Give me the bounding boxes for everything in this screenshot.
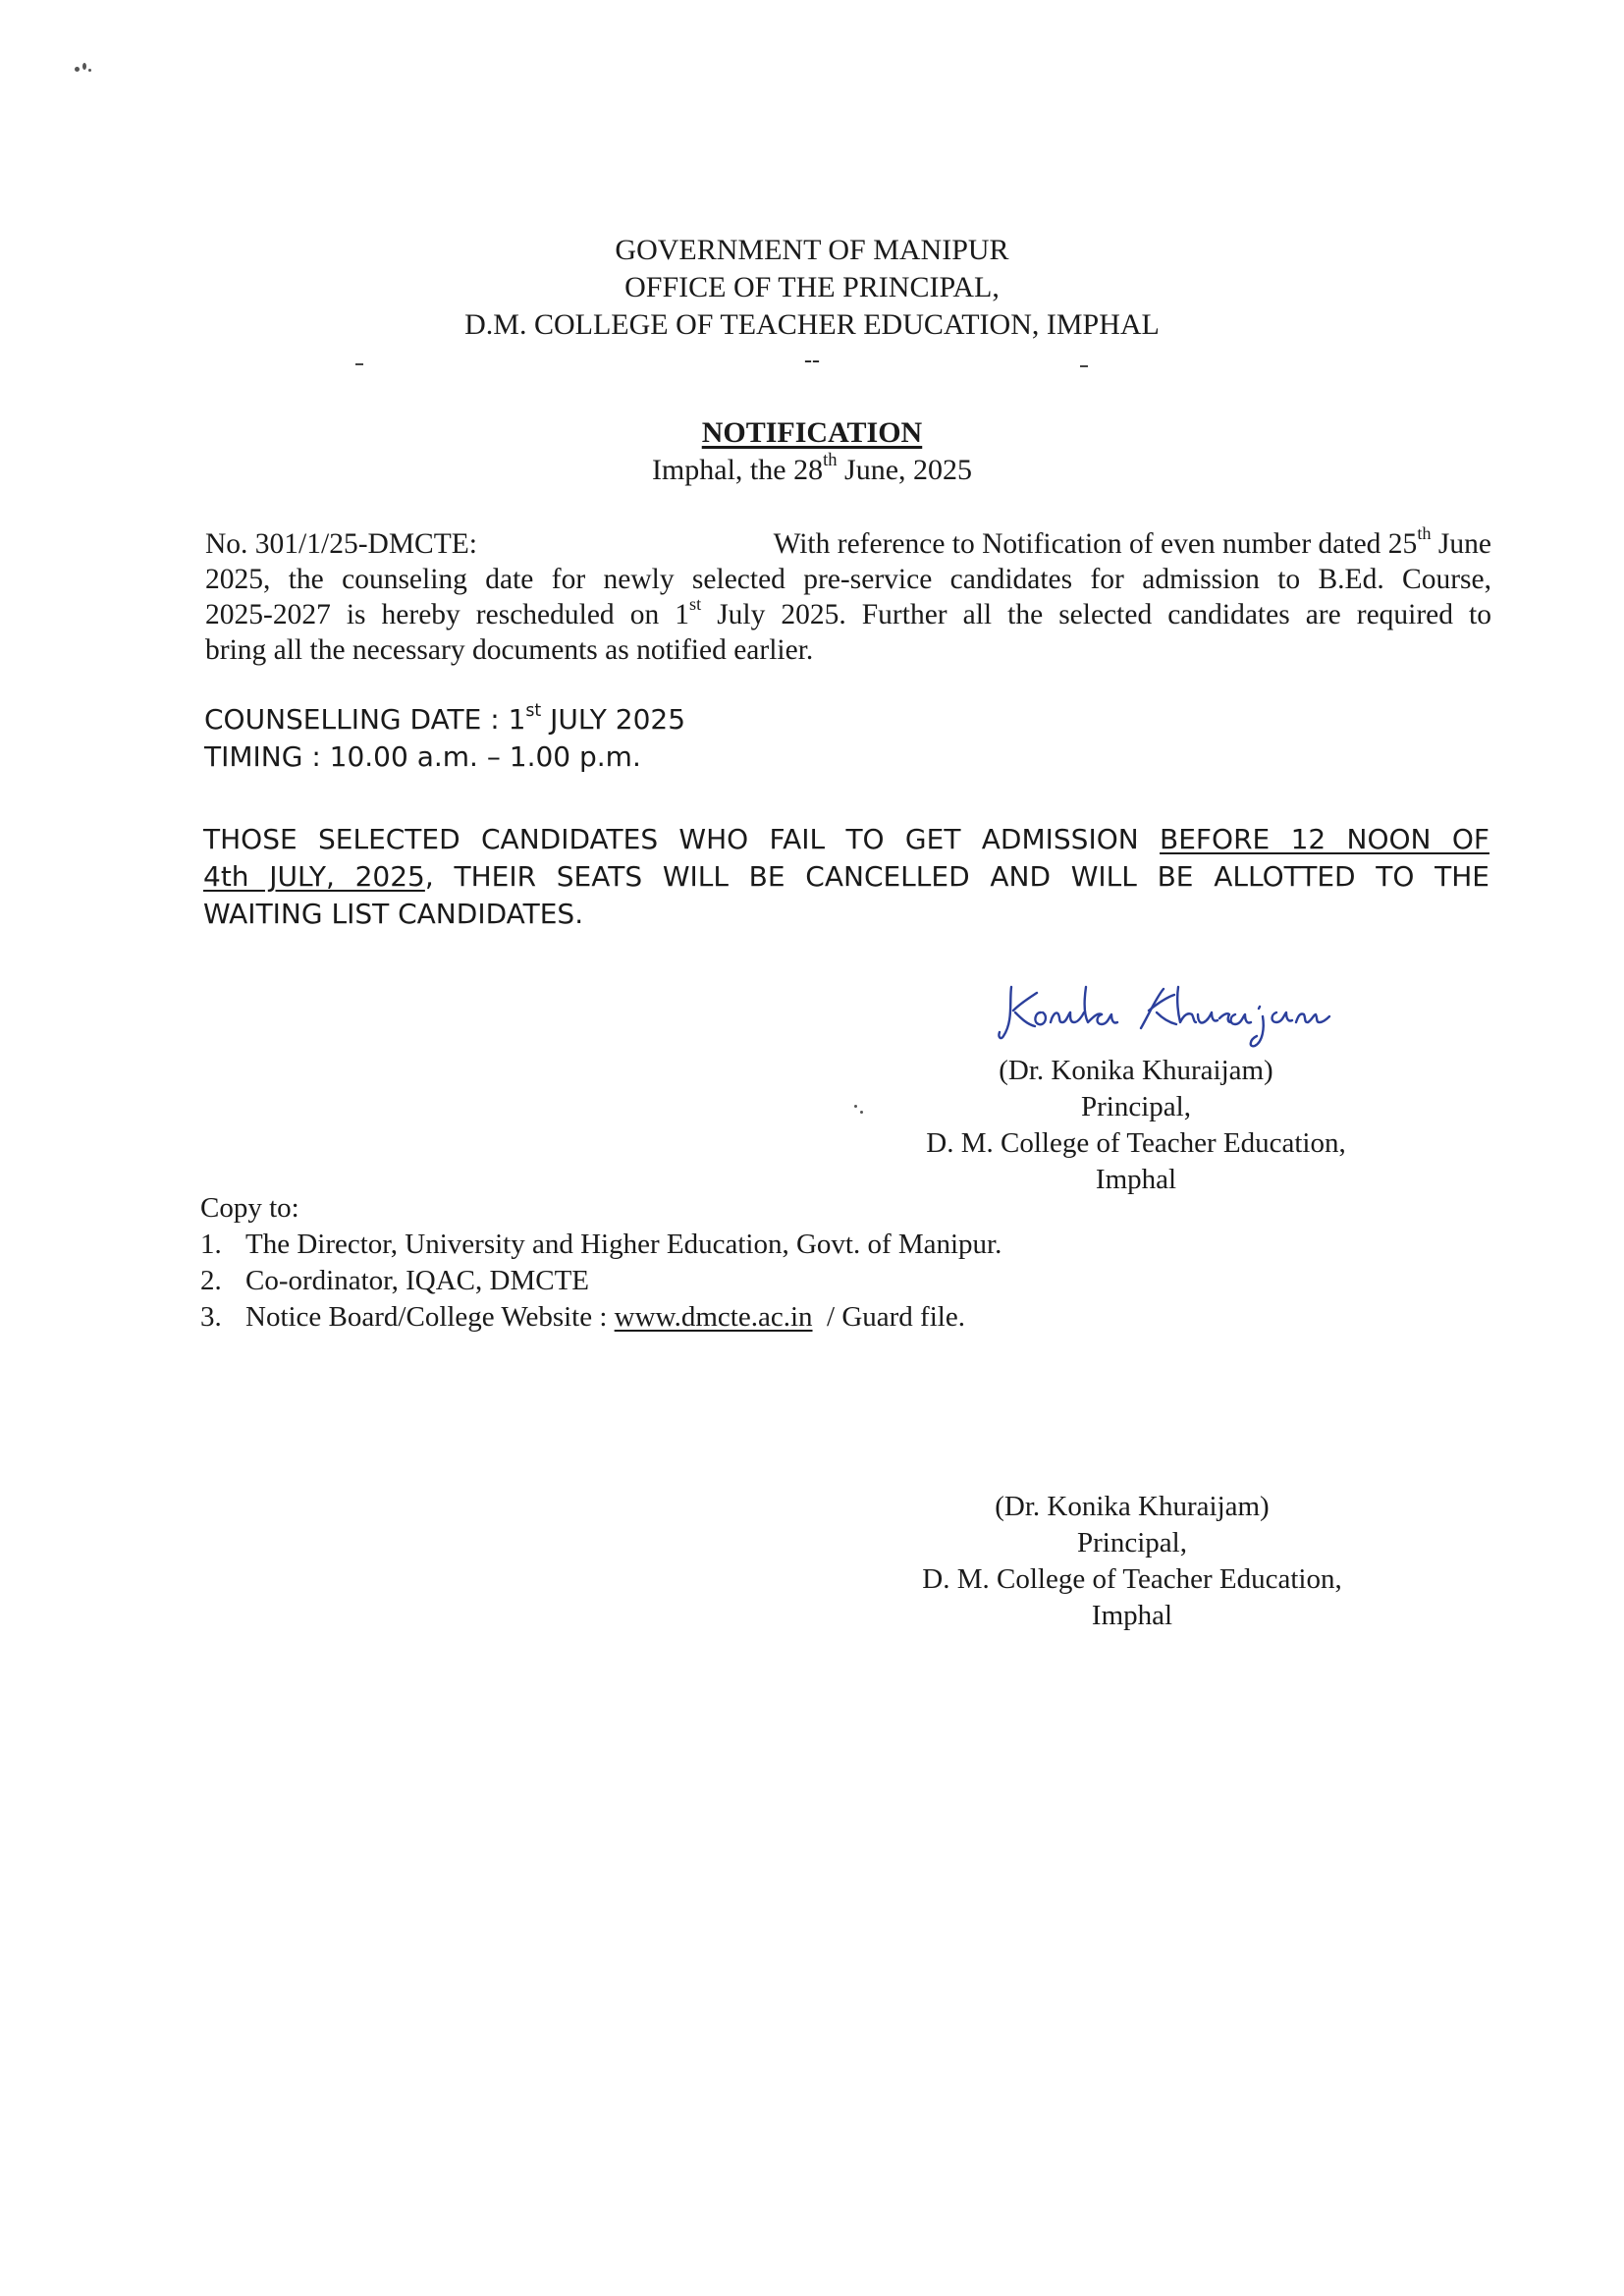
body-paragraph <box>205 523 1491 668</box>
signature-image <box>992 967 1404 1056</box>
counselling-date <box>204 701 685 738</box>
body-line-3-end: July 2025. Further all the selected candidates are required to <box>701 599 1491 630</box>
header-separator: -- <box>804 348 820 373</box>
warning-paragraph <box>203 821 1489 933</box>
notification-date <box>0 452 1624 489</box>
body-line-1-end: June <box>1431 528 1491 560</box>
body-line-1-main: With reference to Notification of even number dated 25 <box>773 528 1418 560</box>
copy-to-item-suffix: / Guard file. <box>812 1301 965 1333</box>
copy-to-list <box>200 1227 1001 1336</box>
body-line-2: 2025, the counseling date for newly selected pre-service candidates for admission to B.Ed. Course, <box>205 564 1491 595</box>
signatory-name: (Dr. Konika Khuraijam) <box>995 1491 1270 1522</box>
counselling-block <box>204 701 685 776</box>
signatory-institution: D. M. College of Teacher Education, <box>926 1127 1346 1159</box>
counselling-timing: TIMING : 10.00 a.m. – 1.00 p.m. <box>204 740 641 773</box>
notification-date-prefix: Imphal, the 28 <box>651 454 824 486</box>
signatory-block-1 <box>832 1053 1440 1198</box>
copy-to-item-text <box>245 1299 965 1336</box>
signatory-institution: D. M. College of Teacher Education, <box>922 1563 1342 1595</box>
copy-to-item <box>200 1263 1001 1299</box>
copy-to-item-number: 2. <box>200 1265 222 1296</box>
body-line-1 <box>205 523 1491 562</box>
copy-to-item <box>200 1227 1001 1263</box>
notification-title <box>0 414 1624 452</box>
body-line-3-sup: st <box>688 594 702 615</box>
body-line-3-start: 2025-2027 is hereby rescheduled on 1 <box>205 599 689 630</box>
scan-speck <box>75 67 80 72</box>
header-government: GOVERNMENT OF MANIPUR <box>615 234 1009 266</box>
warning-line-2 <box>203 858 1489 896</box>
signatory-designation: Principal, <box>1077 1527 1187 1558</box>
warning-deadline-part2: 4th JULY, 2025 <box>203 860 425 893</box>
college-website-link[interactable]: www.dmcte.ac.in <box>614 1301 813 1333</box>
body-line-1-sup: th <box>1417 523 1432 544</box>
copy-to-item-text: Co-ordinator, IQAC, DMCTE <box>245 1265 590 1296</box>
header-mark-left <box>355 363 363 365</box>
body-line-1-text <box>773 523 1491 562</box>
signatory-place: Imphal <box>1091 1600 1173 1631</box>
warning-line-1 <box>203 821 1489 858</box>
reference-number: No. 301/1/25-DMCTE: <box>205 528 477 560</box>
body-line-3 <box>205 594 1491 632</box>
warning-line-3: WAITING LIST CANDIDATES. <box>203 898 584 930</box>
warning-deadline-part1: BEFORE 12 NOON OF <box>1160 823 1489 855</box>
copy-to-item-prefix: Notice Board/College Website : <box>245 1301 615 1333</box>
notification-date-sup: th <box>823 450 838 471</box>
signatory-designation: Principal, <box>1081 1091 1191 1122</box>
scan-speck <box>88 69 91 72</box>
notification-date-suffix: June, 2025 <box>837 454 973 486</box>
notification-title-text: NOTIFICATION <box>701 416 923 449</box>
scan-speck <box>82 63 86 70</box>
counselling-date-sup: st <box>525 701 542 722</box>
copy-to-item-text: The Director, University and Higher Education, Govt. of Manipur. <box>245 1229 1002 1260</box>
signatory-place: Imphal <box>1095 1164 1177 1195</box>
header-office: OFFICE OF THE PRINCIPAL, <box>624 271 1000 303</box>
copy-to-item-number: 1. <box>200 1229 222 1260</box>
copy-to-item-number: 3. <box>200 1301 222 1333</box>
signatory-block-2 <box>828 1489 1436 1634</box>
warning-line-1-start: THOSE SELECTED CANDIDATES WHO FAIL TO GET ADMISSION <box>203 823 1161 855</box>
copy-to-item <box>200 1299 1001 1336</box>
header-mark-right <box>1080 365 1088 367</box>
counselling-date-end: JULY 2025 <box>541 703 686 736</box>
signatory-name: (Dr. Konika Khuraijam) <box>999 1055 1273 1086</box>
copy-to-heading: Copy to: <box>200 1192 299 1224</box>
counselling-date-label: COUNSELLING DATE : 1 <box>204 703 526 736</box>
header-college: D.M. COLLEGE OF TEACHER EDUCATION, IMPHAL <box>464 308 1160 341</box>
body-line-4: bring all the necessary documents as notified earlier. <box>205 634 814 666</box>
warning-line-2-end: , THEIR SEATS WILL BE CANCELLED AND WILL BE ALLOTTED TO THE <box>424 860 1489 893</box>
